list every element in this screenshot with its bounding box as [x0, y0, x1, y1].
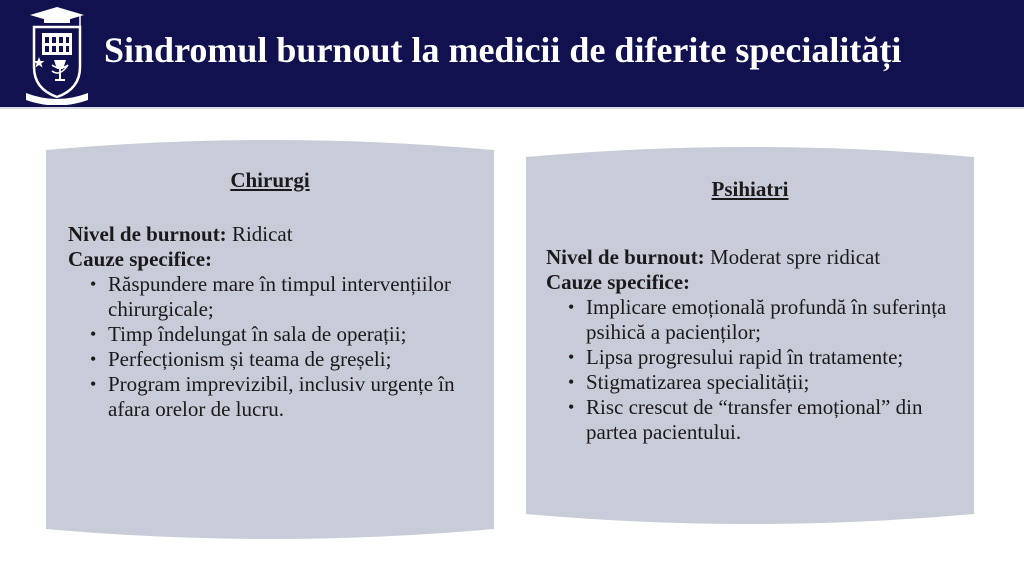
causes-label: Cauze specifice: — [68, 247, 213, 271]
cause-item: • Lipsa progresului rapid în tratamente; — [546, 345, 964, 370]
header-divider — [0, 107, 1024, 109]
burnout-level — [68, 222, 480, 247]
burnout-level-value: Moderat spre ridicat — [704, 245, 881, 269]
cause-item: • Program imprevizibil, inclusiv urgențe în afara orelor de lucru. — [68, 372, 480, 422]
burnout-level-label: Nivel de burnout: — [68, 222, 227, 246]
cause-item: • Timp îndelungat în sala de operații; — [68, 322, 480, 347]
card-title: Chirurgi — [230, 168, 310, 192]
burnout-level-label: Nivel de burnout: — [546, 245, 705, 269]
cause-item: • Răspundere mare în timpul intervențiilor chirurgicale; — [68, 272, 480, 322]
university-crest-logo — [24, 5, 90, 105]
page-title: Sindromul burnout la medicii de diferite specialități — [104, 30, 902, 70]
header-bar — [0, 0, 1024, 107]
causes-label: Cauze specifice: — [546, 270, 691, 294]
cause-item: • Risc crescut de “transfer emoțional” din partea pacientului. — [546, 395, 964, 445]
burnout-level-value: Ridicat — [226, 222, 293, 246]
causes-list — [68, 272, 480, 422]
card-psihiatri — [526, 143, 974, 528]
causes-list — [546, 295, 964, 445]
cause-item: • Stigmatizarea specialității; — [546, 370, 964, 395]
card-title: Psihiatri — [711, 177, 789, 201]
burnout-level — [546, 245, 964, 270]
cause-item: • Implicare emoțională profundă în suferința psihică a pacienților; — [546, 295, 964, 345]
cause-item: • Perfecționism și teama de greșeli; — [68, 347, 480, 372]
card-chirurgi — [46, 136, 494, 543]
